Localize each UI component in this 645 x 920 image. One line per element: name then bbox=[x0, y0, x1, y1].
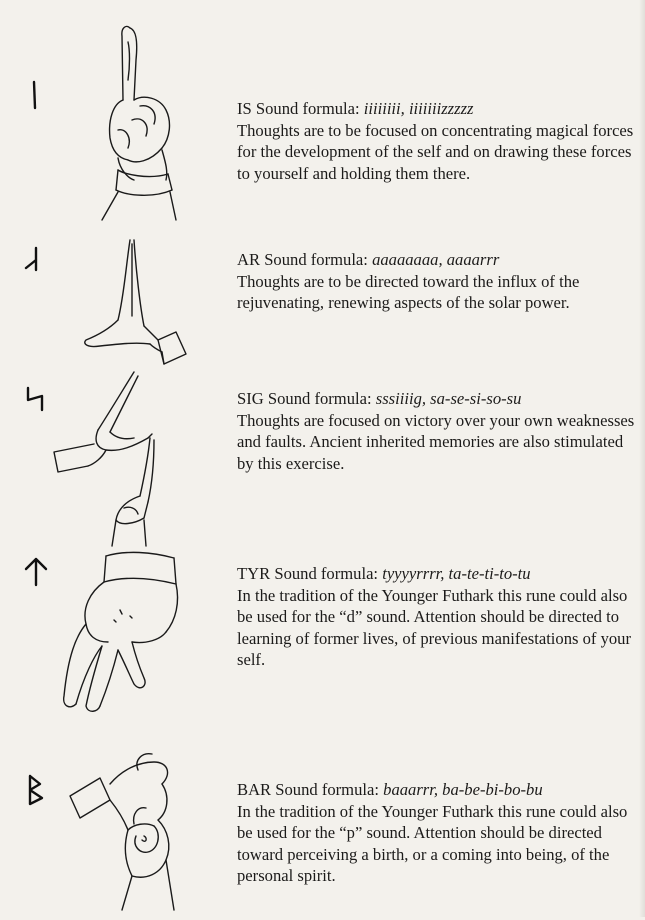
is-formula-value: iiiiiiii, iiiiiiizzzzz bbox=[363, 99, 474, 118]
is-hand-gesture-illustration bbox=[88, 20, 198, 230]
bar-rune-icon bbox=[16, 772, 56, 812]
sig-hand-gesture-illustration bbox=[54, 368, 184, 553]
bar-text-block bbox=[237, 779, 637, 887]
tyr-formula-value: tyyyyrrrr, ta-te-ti-to-tu bbox=[382, 564, 531, 583]
tyr-formula-line bbox=[237, 563, 637, 585]
bar-description: In the tradition of the Younger Futhark this rune could also be used for the “p” sound. Attention should be directed toward perceiving a birth, or a coming into being, of the personal spirit. bbox=[237, 801, 628, 886]
ar-formula-label: AR Sound formula: bbox=[237, 250, 368, 269]
is-description: Thoughts are to be focused on concentrating magical forces for the development of the self and on drawing these forces to yourself and holding them there. bbox=[237, 120, 634, 183]
sig-rune-icon bbox=[16, 384, 56, 424]
sig-text-block bbox=[237, 388, 637, 474]
is-formula-line bbox=[237, 98, 637, 120]
ar-description: Thoughts are to be directed toward the influx of the rejuvenating, renewing aspects of the solar power. bbox=[237, 271, 580, 313]
sig-formula-value: sssiiiig, sa-se-si-so-su bbox=[375, 389, 522, 408]
is-text-block bbox=[237, 98, 637, 184]
is-rune-icon bbox=[16, 80, 56, 120]
tyr-description: In the tradition of the Younger Futhark this rune could also be used for the “d” sound. Attention should be directed to learning of former lives, of previous manifestations of your self. bbox=[237, 585, 631, 670]
sig-description: Thoughts are focused on victory over your own weaknesses and faults. Ancient inherited memories are also stimulated by this exercise. bbox=[237, 410, 635, 473]
tyr-formula-label: TYR Sound formula: bbox=[237, 564, 379, 583]
sig-formula-line bbox=[237, 388, 637, 410]
bar-formula-label: BAR Sound formula: bbox=[237, 780, 379, 799]
ar-rune-icon bbox=[16, 244, 56, 284]
bar-formula-value: baaarrr, ba-be-bi-bo-bu bbox=[383, 780, 543, 799]
tyr-rune-icon bbox=[16, 553, 56, 593]
bar-hand-gesture-illustration bbox=[62, 740, 192, 920]
page-edge-shadow bbox=[639, 0, 645, 917]
ar-formula-value: aaaaaaaa, aaaarrr bbox=[372, 250, 500, 269]
tyr-hand-gesture-illustration bbox=[56, 546, 186, 726]
tyr-text-block bbox=[237, 563, 637, 671]
ar-text-block bbox=[237, 249, 637, 314]
sig-formula-label: SIG Sound formula: bbox=[237, 389, 372, 408]
ar-hand-gesture-illustration bbox=[78, 236, 198, 381]
bar-formula-line bbox=[237, 779, 637, 801]
is-formula-label: IS Sound formula: bbox=[237, 99, 360, 118]
ar-formula-line bbox=[237, 249, 637, 271]
